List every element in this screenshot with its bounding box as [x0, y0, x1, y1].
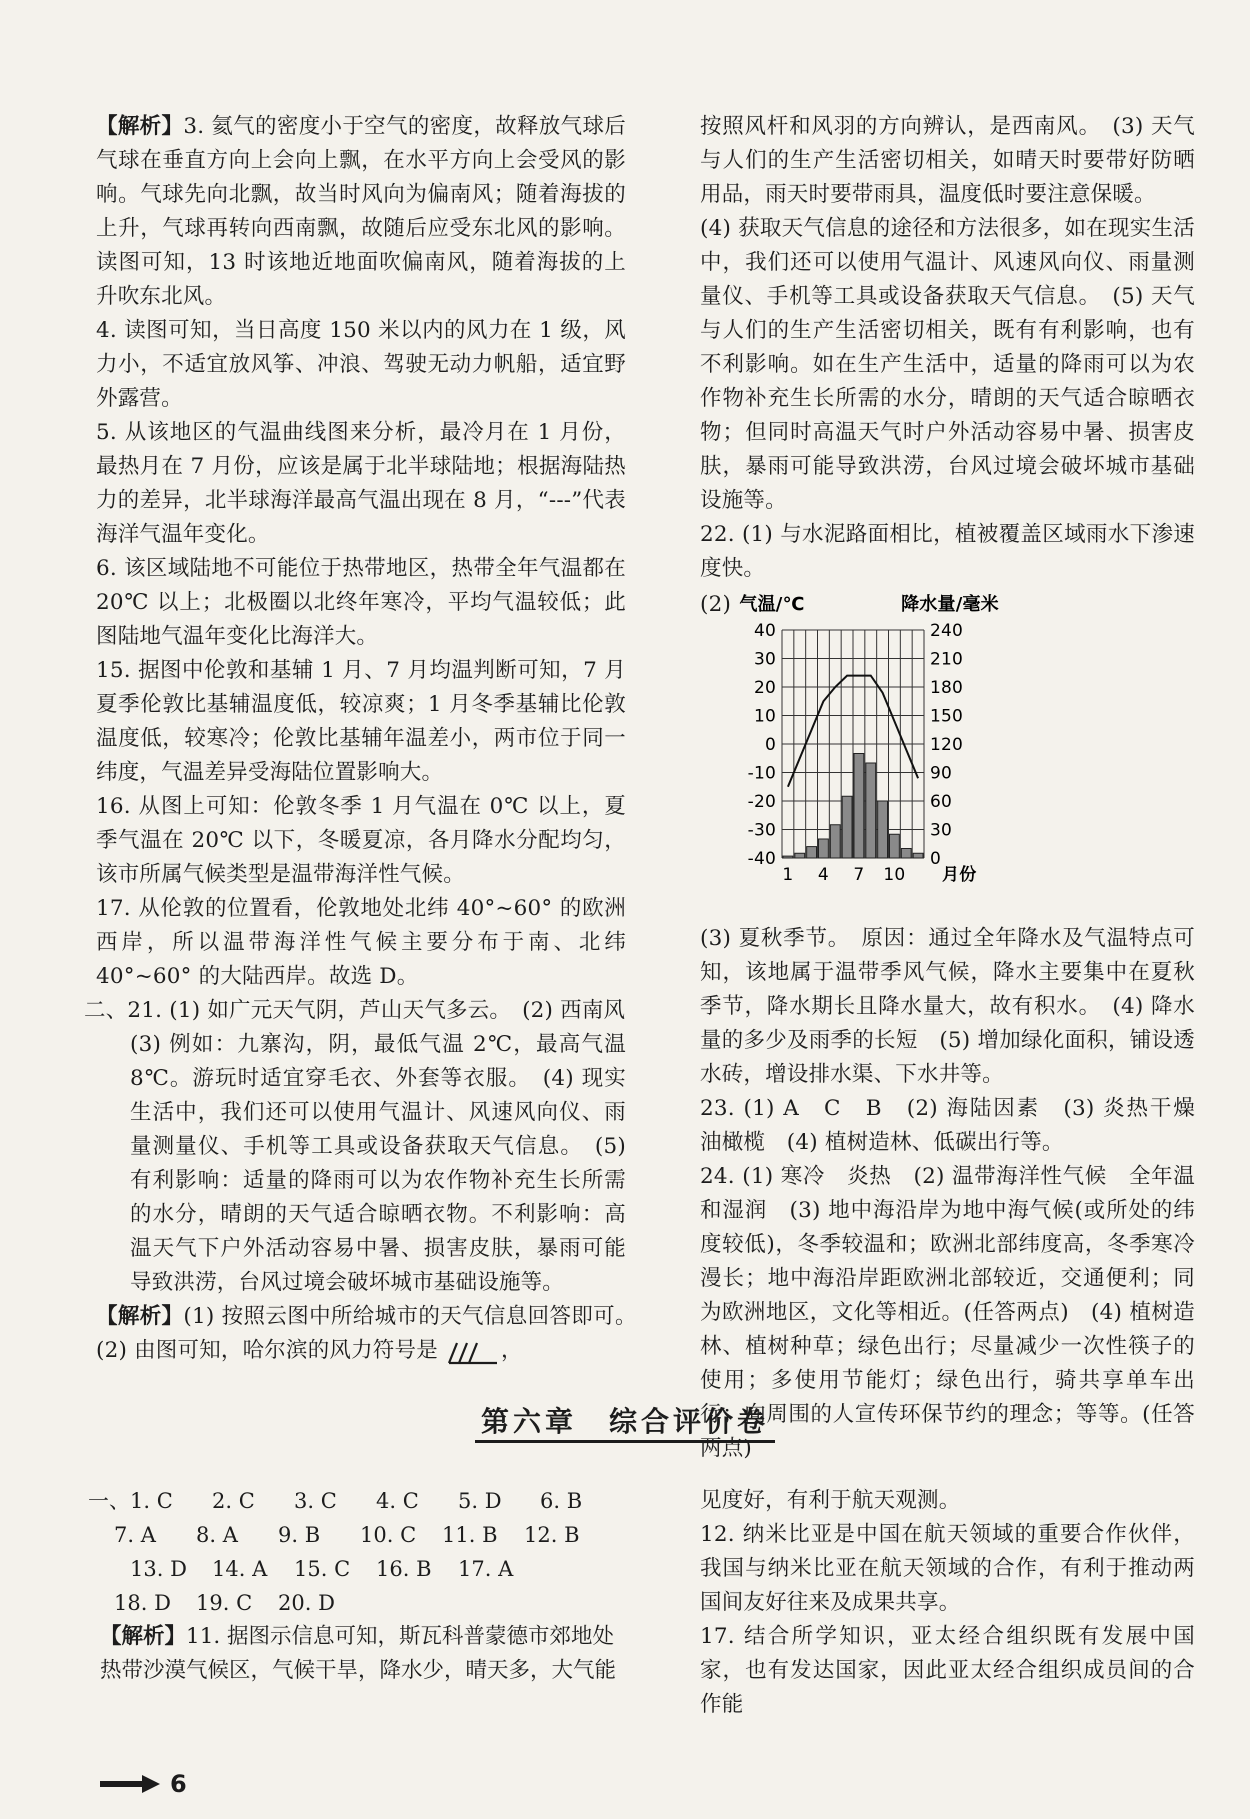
answer-item: 20. D — [278, 1591, 335, 1615]
page-footer — [100, 1770, 187, 1798]
x-tick-label: 10 — [883, 865, 906, 885]
answer-item: 7. A — [114, 1523, 156, 1547]
section-lead: 一、 — [88, 1489, 130, 1513]
answer-key — [88, 1484, 630, 1620]
answer-item: 19. C — [196, 1591, 253, 1615]
question-22-2-label: (2) — [700, 592, 732, 617]
left-tick-label: -40 — [747, 849, 776, 869]
answer-item: 8. A — [196, 1523, 238, 1547]
precip-bar — [783, 856, 793, 858]
analysis-16: 16. 从图上可知：伦敦冬季 1 月气温在 0℃ 以上，夏季气温在 20℃ 以下，冬暖夏凉，各月降水分配均匀，该市所属气候类型是温带海洋性气候。 — [96, 794, 626, 887]
x-axis-title: 月份 — [942, 865, 977, 885]
right-tick-label: 90 — [930, 763, 953, 784]
left-column — [84, 110, 648, 1368]
left-axis-title: 气温/℃ — [739, 594, 805, 615]
chapter-title: 第六章 综合评价卷 — [0, 1400, 1250, 1443]
right-bottom-column — [700, 1484, 1195, 1722]
answer-row — [88, 1484, 630, 1518]
precip-bar — [830, 825, 840, 858]
answer-item: 17. A — [458, 1557, 514, 1581]
right-tick-label: 210 — [930, 649, 964, 670]
left-tick-label: -10 — [747, 763, 776, 784]
right-tick-label: 240 — [930, 621, 964, 641]
answer-item: 11. B — [442, 1523, 498, 1547]
analysis-5: 5. 从该地区的气温曲线图来分析，最冷月在 1 月份，最热月在 7 月份，应该是属于北半球陆地；根据海陆热力的差异，北半球海洋最高气温出现在 8 月，“---”代表海洋气温年变化。 — [96, 420, 626, 547]
x-tick-label: 1 — [782, 865, 794, 885]
analysis-21-cont: 按照风杆和风羽的方向辨认，是西南风。 (3) 天气与人们的生产生活密切相关，如晴天时要带好防晒用品，雨天时要带雨具，温度低时要注意保暖。 — [700, 114, 1195, 207]
answer-item: 14. A — [212, 1557, 268, 1581]
left-tick-label: 20 — [753, 678, 776, 698]
analysis-17: 17. 从伦敦的位置看，伦敦地处北纬 40°~60° 的欧洲西岸，所以温带海洋性气候主要分布于南、北纬 40°~60° 的大陆西岸。故选 D。 — [96, 896, 626, 989]
arrow-right-icon — [100, 1775, 160, 1793]
question-24: 24. (1) 寒冷 炎热 (2) 温带海洋性气候 全年温和湿润 (3) 地中海沿岸为地中海气候(或所处的纬度较低)，冬季较温和；欧洲北部纬度高，冬季寒冷漫长；地中海沿岸距欧洲北部较近，交通便利；同为欧洲地区，文化等相近。(任答两点) (4) 植树造林、植树种草；绿色出行；尽量减少一次性筷子的使用；多使用节能灯；绿色出行，骑共享单车出行；向周围的人宣传环保节约的理念；等等。(任答两点) — [700, 1164, 1195, 1461]
left-tick-label: 0 — [764, 735, 776, 755]
analysis-4: 4. 读图可知，当日高度 150 米以内的风力在 1 级，风力小，不适宜放风筝、冲浪、驾驶无动力帆船，适宜野外露营。 — [96, 318, 626, 411]
analysis-label: 【解析】 — [96, 114, 184, 139]
precip-bar — [913, 853, 923, 858]
answer-item: 5. D — [458, 1489, 502, 1513]
answer-item: 16. B — [376, 1557, 432, 1581]
answer-row — [100, 1518, 630, 1552]
answer-item: 6. B — [540, 1489, 583, 1513]
answer-item: 12. B — [524, 1523, 580, 1547]
climate-chart-block — [700, 588, 1195, 918]
question-23: 23. (1) A C B (2) 海陆因素 (3) 炎热干燥 油橄榄 (4) 植树造林、低碳出行等。 — [700, 1096, 1217, 1155]
precip-bar — [901, 849, 911, 859]
precip-bar — [795, 853, 805, 858]
left-tick-label: -20 — [747, 792, 776, 812]
analysis-11-cont: 见度好，有利于航天观测。 — [700, 1488, 961, 1513]
answer-row — [100, 1552, 630, 1586]
wind-symbol-icon — [445, 1337, 501, 1365]
answer-item: 1. C — [130, 1489, 173, 1513]
analysis-17b: 17. 结合所学知识，亚太经合组织既有发展中国家，也有发达国家，因此亚太经合组织成员间的合作能 — [700, 1624, 1195, 1717]
page-number: 6 — [170, 1770, 187, 1798]
left-tick-label: 10 — [753, 706, 776, 727]
right-column — [700, 110, 1217, 1466]
question-22-3: (3) 夏秋季节。 原因：通过全年降水及气温特点可知，该地属于温带季风气候，降水主要集中在夏秋季节，降水期长且降水量大，故有积水。 (4) 降水量的多少及雨季的长短 (5) 增加绿化面积，铺设透水砖，增设排水渠、下水井等。 — [700, 926, 1195, 1087]
answer-item: 13. D — [130, 1557, 187, 1581]
answer-item: 10. C — [360, 1523, 417, 1547]
climate-chart — [700, 588, 1195, 918]
precip-bar — [807, 847, 817, 858]
right-tick-label: 150 — [930, 706, 964, 727]
answer-item: 18. D — [114, 1591, 171, 1615]
analysis-21-4-5: (4) 获取天气信息的途径和方法很多，如在现实生活中，我们还可以使用气温计、风速风向仪、雨量测量仪、手机等工具或设备获取天气信息。 (5) 天气与人们的生产生活密切相关，既有有利影响，也有不利影响。如在生产生活中，适量的降雨可以为农作物补充生长所需的水分，晴朗的天气适合晾晒衣物；但同时高温天气时户外活动容易中暑、损害皮肤，暴雨可能导致洪涝，台风过境会破坏城市基础设施等。 — [700, 216, 1195, 513]
precip-bar — [890, 834, 900, 858]
precip-bar — [842, 796, 852, 858]
analysis-12: 12. 纳米比亚是中国在航天领域的重要合作伙伴，我国与纳米比亚在航天领域的合作，有利于推动两国间友好往来及成果共享。 — [700, 1522, 1195, 1615]
right-tick-label: 180 — [930, 678, 964, 698]
right-tick-label: 120 — [930, 735, 964, 755]
x-tick-label: 4 — [817, 865, 829, 885]
answer-item: 15. C — [294, 1557, 351, 1581]
left-tick-label: 40 — [753, 621, 776, 641]
answer-item: 9. B — [278, 1523, 321, 1547]
precip-bar — [866, 763, 876, 858]
question-22-1: 22. (1) 与水泥路面相比，植被覆盖区域雨水下渗速度快。 — [700, 522, 1195, 581]
answer-item: 2. C — [212, 1489, 255, 1513]
analysis-3: 【解析】3. 氦气的密度小于空气的密度，故释放气球后气球在垂直方向上会向上飘，在水平方向上会受风的影响。气球先向北飘，故当时风向为偏南风；随着海拔的上升，气球再转向西南飘，故随后应受东北风的影响。读图可知，13 时该地近地面吹偏南风，随着海拔的上升吹东北风。 — [96, 114, 626, 309]
answer-row — [100, 1586, 630, 1620]
answer-item: 4. C — [376, 1489, 419, 1513]
analysis-6: 6. 该区域陆地不可能位于热带地区，热带全年气温都在 20℃ 以上；北极圈以北终年寒冷，平均气温较低；此图陆地气温年变化比海洋大。 — [96, 556, 626, 649]
analysis-15: 15. 据图中伦敦和基辅 1 月、7 月均温判断可知，7 月夏季伦敦比基辅温度低，较凉爽；1 月冬季基辅比伦敦温度低，较寒冷；伦敦比基辅年温差小，两市位于同一纬度，气温差异受海陆位置影响大。 — [96, 658, 626, 785]
analysis-11: 【解析】11. 据图示信息可知，斯瓦科普蒙德市郊地处热带沙漠气候区，气候干旱，降水少，晴天多，大气能 — [100, 1624, 617, 1683]
right-tick-label: 0 — [930, 849, 942, 869]
answer-item: 3. C — [294, 1489, 337, 1513]
precip-bar — [878, 801, 888, 858]
right-axis-title: 降水量/毫米 — [901, 594, 999, 615]
right-tick-label: 30 — [930, 820, 953, 841]
x-tick-label: 7 — [853, 865, 865, 885]
left-tick-label: 30 — [753, 649, 776, 670]
question-21-lead: 二、21. (1) 如广元天气阴，芦山天气多云。 (2) 西南风 — [84, 998, 626, 1023]
right-tick-label: 60 — [930, 792, 953, 812]
precip-bar — [854, 754, 864, 859]
question-21-body: (3) 例如：九寨沟，阴，最低气温 2℃，最高气温 8℃。游玩时适宜穿毛衣、外套等衣服。 (4) 现实生活中，我们还可以使用气温计、风速风向仪、雨量测量仪、手机等工具或设备获取天气信息。 (5) 有利影响：适量的降雨可以为农作物补充生长所需的水分，晴朗的天气适合晾晒衣物。不利影响：高温天气下户外活动容易中暑、损害皮肤，暴雨可能导致洪涝，台风过境会破坏城市基础设施等。 — [130, 1032, 626, 1295]
precip-bar — [819, 839, 829, 858]
left-tick-label: -30 — [747, 820, 776, 841]
question-21-analysis: 【解析】(1) 按照云图中所给城市的天气信息回答即可。 (2) 由图可知，哈尔滨的风力符号是 ， — [96, 1304, 648, 1363]
